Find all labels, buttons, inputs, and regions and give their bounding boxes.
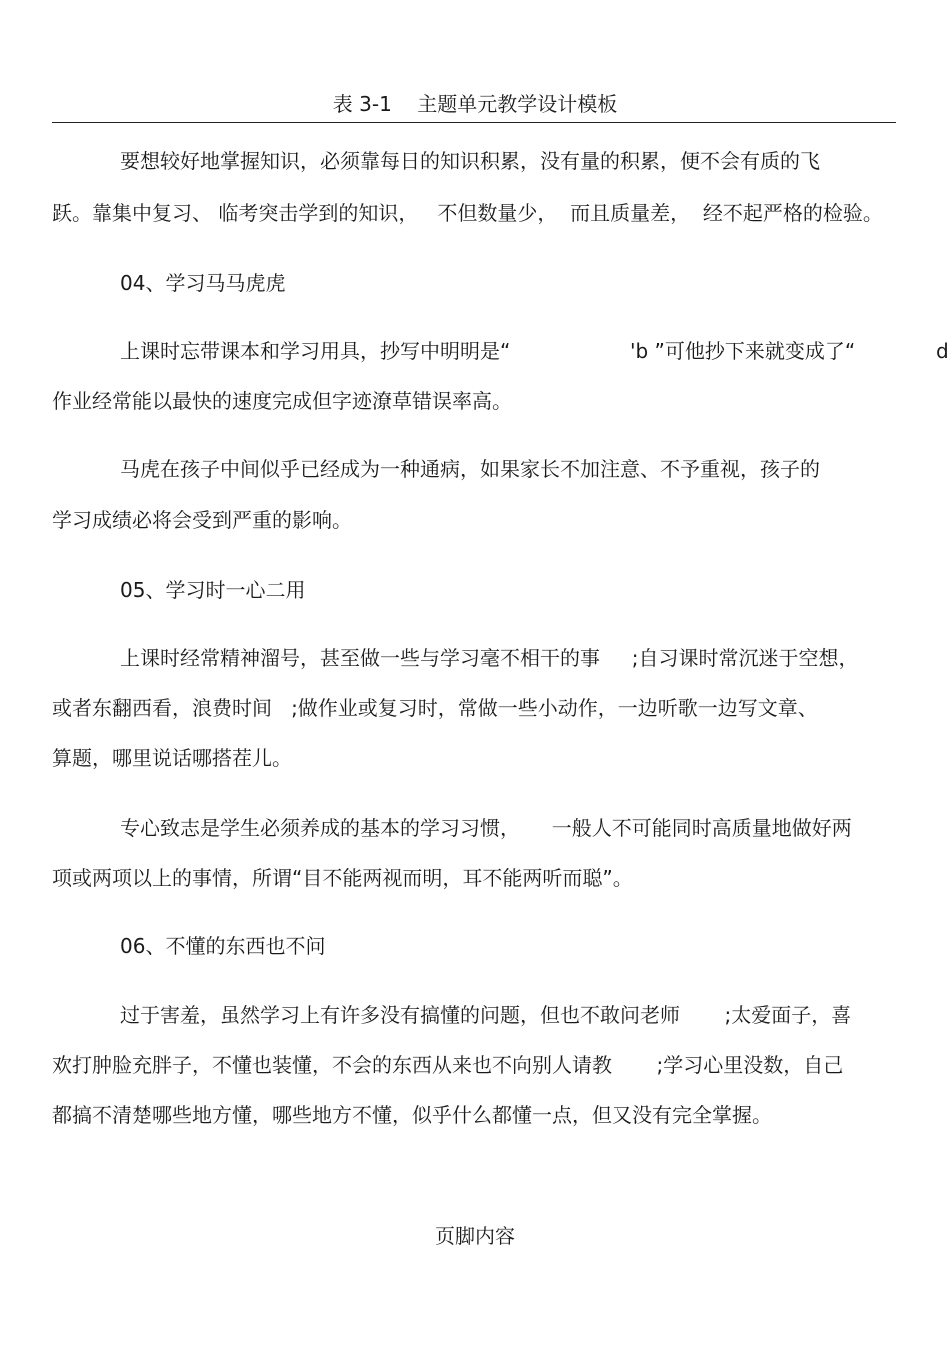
section-heading: 06、不懂的东西也不问 xyxy=(120,934,326,958)
paragraph-line: 项或两项以上的事情，所谓“目不能两视而明，耳不能两听而聪”。 xyxy=(52,866,633,890)
paragraph-line: 作业经常能以最快的速度完成但字迹潦草错误率高。 xyxy=(52,389,512,413)
header-divider xyxy=(52,122,896,123)
paragraph-line: 上课时经常精神溜号，甚至做一些与学习毫不相干的事 ;自习课时常沉迷于空想， xyxy=(120,646,859,670)
paragraph-line: 跃。靠集中复习、 临考突击学到的知识， 不但数量少， 而且质量差， 经不起严格的检验。 xyxy=(52,201,883,225)
paragraph-line: 都搞不清楚哪些地方懂，哪些地方不懂，似乎什么都懂一点，但又没有完全掌握。 xyxy=(52,1103,772,1127)
paragraph-line: 学习成绩必将会受到严重的影响。 xyxy=(52,508,352,532)
paragraph-line: 'b ”可他抄下来就变成了“ xyxy=(630,339,856,363)
paragraph-line: 要想较好地掌握知识，必须靠每日的知识积累，没有量的积累，便不会有质的飞 xyxy=(120,149,820,173)
paragraph-line: 或者东翻西看，浪费时间 ;做作业或复习时，常做一些小动作，一边听歌一边写文章、 xyxy=(52,696,818,720)
section-heading: 05、学习时一心二用 xyxy=(120,578,306,602)
page-footer: 页脚内容 xyxy=(435,1224,515,1248)
paragraph-line: 上课时忘带课本和学习用具，抄写中明明是“ xyxy=(120,339,511,363)
section-heading: 04、学习马马虎虎 xyxy=(120,271,286,295)
header-title: 表 3-1 主题单元教学设计模板 xyxy=(332,92,618,116)
paragraph-line: 专心致志是学生必须养成的基本的学习习惯， 一般人不可能同时高质量地做好两 xyxy=(120,816,852,840)
paragraph-line: 马虎在孩子中间似乎已经成为一种通病，如果家长不加注意、不予重视，孩子的 xyxy=(120,457,820,481)
paragraph-line: d xyxy=(936,339,949,363)
paragraph-line: 过于害羞，虽然学习上有许多没有搞懂的问题，但也不敢问老师 ;太爱面子，喜 xyxy=(120,1003,852,1027)
paragraph-line: 算题，哪里说话哪搭茬儿。 xyxy=(52,746,292,770)
paragraph-line: 欢打肿脸充胖子，不懂也装懂，不会的东西从来也不向别人请教 ;学习心里没数，自己 xyxy=(52,1053,844,1077)
